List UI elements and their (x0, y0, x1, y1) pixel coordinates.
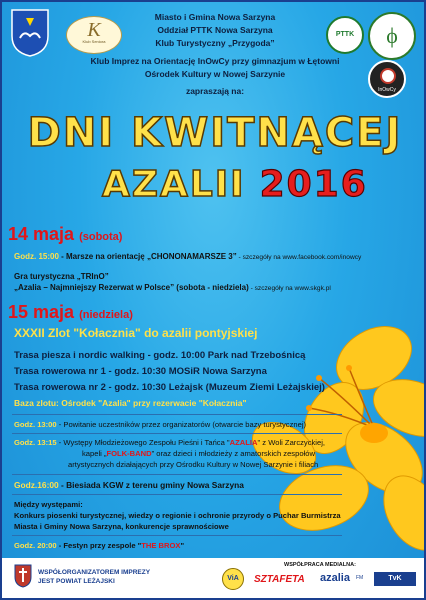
event-title-azalii: AZALII (102, 164, 246, 205)
program-1300 (14, 420, 306, 429)
organizer-line-4: Klub Imprez na Orientację InOwCy przy gimnazjum w Łętowni (90, 56, 340, 66)
program-1315 (14, 438, 325, 447)
program-1315-line2a: kapeli „ (82, 449, 107, 458)
invite-text: zapraszają na: (185, 86, 245, 96)
rally-title: XXXII Zlot "Kołacznia" do azalii pontyjskiej (14, 326, 258, 340)
day1-item-trino-note: - szczegóły na www.skgk.pl (248, 285, 331, 292)
day1-date: 14 maja (8, 224, 75, 244)
tvk-logo: TvK (374, 572, 416, 586)
divider (12, 474, 342, 475)
rally-base: Baza zlotu: Ośrodek "Azalia" przy rezerwacie "Kołacznia" (14, 398, 247, 408)
organizer-line-5: Ośrodek Kultury w Nowej Sarzynie (144, 69, 286, 79)
route-bike-1: Trasa rowerowa nr 1 - godz. 10:30 MOSiR Nowa Sarzyna (14, 366, 267, 377)
day2-date-heading (8, 302, 133, 323)
day1-item-marsze-note: - szczegóły na www.facebook.com/inowcy (236, 254, 362, 261)
ks-logo-letter: K (87, 19, 101, 41)
day2-weekday: (niedziela) (79, 309, 133, 321)
pttk-logo-text: PTTK (335, 31, 355, 38)
azalia-fm-logo: azalia (320, 572, 350, 584)
program-1315-text2: " z Woli Zarczyckiej, (257, 438, 326, 447)
divider (12, 414, 342, 415)
program-1315-line2 (82, 449, 315, 458)
route-walking: Trasa piesza i nordic walking - godz. 10:00 Park nad Trzebośnicą (14, 350, 306, 361)
day1-item-marsze-text: - Marsze na orientację „CHONONAMARSZE 3” (58, 252, 237, 261)
route-bike-2: Trasa rowerowa nr 2 - godz. 10:30 Leżajsk (Muzeum Ziemi Leżajskiej) (14, 382, 325, 393)
program-1315-azalia: AZALIA (229, 438, 258, 447)
program-1315-time: Godz. 13:15 (14, 438, 57, 447)
organizer-line-3: Klub Turystyczny „Przygoda” (155, 38, 275, 48)
day1-item-trino-desc (14, 283, 331, 292)
divider (12, 433, 342, 434)
organizer-line-1: Miasto i Gmina Nowa Sarzyna (154, 12, 276, 22)
divider (12, 535, 342, 536)
program-1600-time: Godz.16:00 (14, 480, 59, 490)
media-partners-label: WSPÓŁPRACA MEDIALNA: (284, 562, 356, 568)
coorganizer-text (38, 568, 150, 586)
program-1315-folkband: FOLK-BAND (106, 449, 152, 458)
program-2000-text: - Festyn przy zespole " (56, 541, 142, 550)
between-performances-heading: Między występami: (14, 500, 83, 509)
day1-item-marsze (14, 252, 361, 261)
event-title-line-1: DNI KWITNĄCEJ (27, 110, 403, 156)
coorganizer-line-1: WSPÓŁORGANIZATOREM IMPREZY (38, 569, 151, 576)
via-logo: ViA (222, 568, 244, 590)
day1-item-trino-text: „Azalia – Najmniejszy Rezerwat w Polsce” (sobota - niedziela) (14, 283, 249, 292)
program-1300-text: - Powitanie uczestników przez organizatorów (otwarcie bazy turystycznej) (56, 420, 307, 429)
organizer-line-2: Oddział PTTK Nowa Sarzyna (157, 25, 273, 35)
program-2000 (14, 541, 184, 550)
footer-bar (2, 558, 424, 598)
divider (12, 494, 342, 495)
day2-date: 15 maja (8, 302, 75, 322)
event-title-line-2 (102, 164, 368, 205)
contest-line-1: Konkurs piosenki turystycznej, wiedzy o regionie i ochronie przyrody o Puchar Burmistrza (14, 511, 341, 520)
inowcy-logo-text: InOwCy (378, 87, 396, 93)
program-1300-time: Godz. 13:00 (14, 420, 57, 429)
day1-date-heading (8, 224, 122, 245)
program-1600-text: - Biesiada KGW z terenu gminy Nowa Sarzyna (58, 480, 244, 490)
ks-logo-subtitle: Klub Seniora (82, 39, 106, 44)
program-2000-band: THE BROX (141, 541, 181, 550)
contest-line-2: Miasta i Gminy Nowa Sarzyna, konkurencje sprawnościowe (14, 522, 229, 531)
program-1315-text: - Występy Młodzieżowego Zespołu Pieśni i Tańca " (56, 438, 230, 447)
culture-center-logo-glyph: ϕ (386, 23, 398, 48)
event-title-year: 2016 (259, 164, 368, 205)
program-2000-time: Godz. 20:00 (14, 541, 57, 550)
day1-item-trino-name: Gra turystyczna „TRInO” (14, 272, 109, 281)
program-1315-line2b: ” oraz dzieci i młodzieży z amatorskich zespołów (151, 449, 315, 458)
coorganizer-line-2: JEST POWIAT LEŻAJSKI (38, 578, 115, 585)
azalia-fm-suffix: FM (356, 575, 364, 581)
powiat-lezajski-coat-of-arms-icon (14, 564, 32, 588)
sztafeta-logo: SZTAFETA (254, 574, 305, 585)
program-1315-line3: artystycznych działających przy Ośrodku Kultury w Nowej Sarzynie i filiach (68, 460, 319, 469)
program-1600 (14, 480, 244, 490)
day1-item-trino-title (14, 272, 109, 281)
program-2000-end: " (180, 541, 185, 550)
day1-weekday: (sobota) (79, 231, 123, 243)
day1-item-marsze-time: Godz. 15:00 (14, 252, 59, 261)
